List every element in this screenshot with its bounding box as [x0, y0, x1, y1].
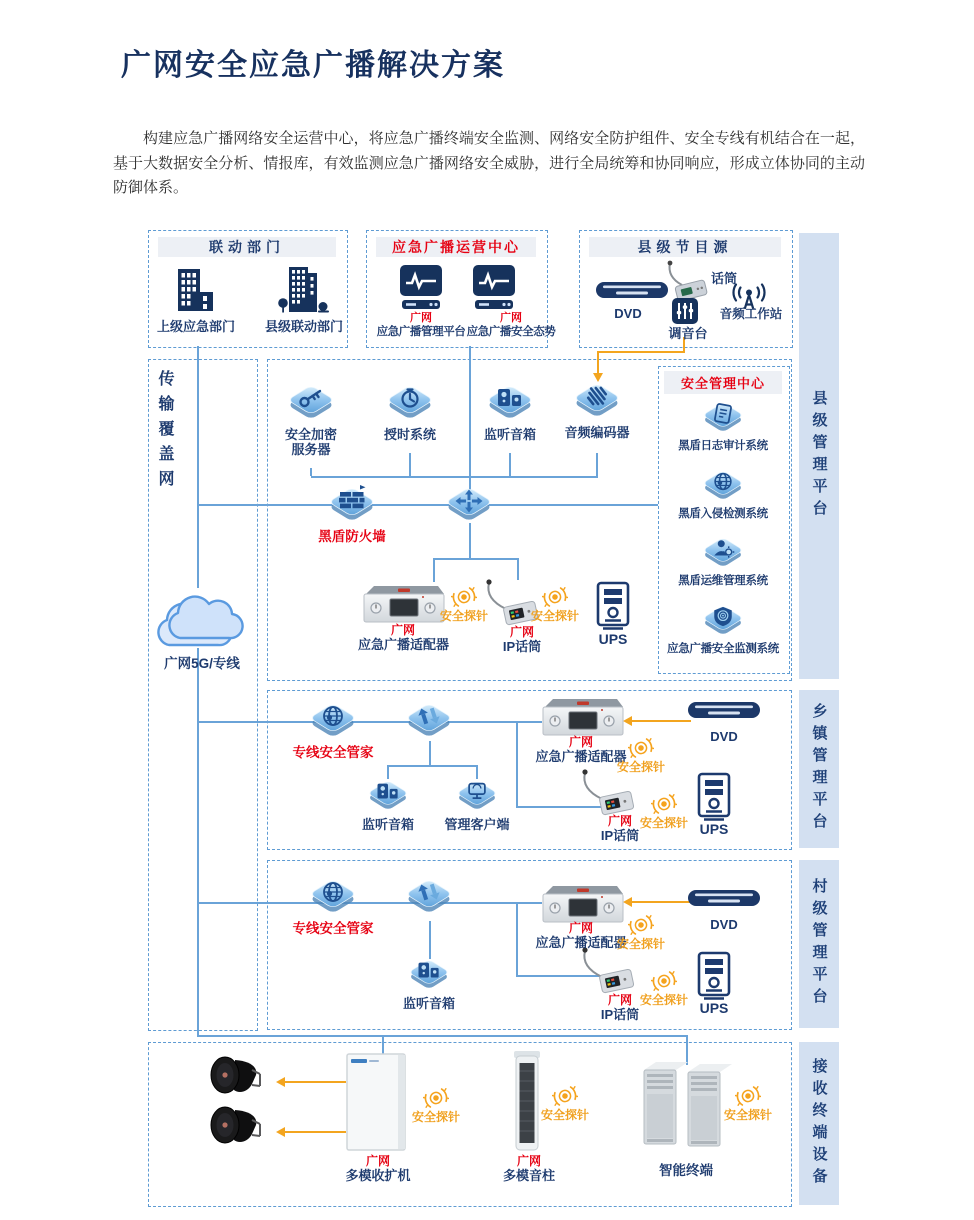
sidebar-county-platform: [799, 233, 839, 679]
connector-line: [387, 765, 478, 767]
linkage-item-label: 县级联动部门: [264, 319, 343, 334]
sidebar-village-label: 村级管理平台: [810, 878, 828, 1010]
probe-icon: [423, 1085, 449, 1111]
security-probe: 安全探针: [408, 1085, 464, 1124]
source-box-title: 县级节目源: [589, 237, 781, 257]
ops-person-icon: [695, 531, 751, 573]
monitor-icon: [470, 263, 518, 311]
node-intrusion-detect: 黑盾入侵检测系统: [659, 464, 787, 522]
globe-icon: [301, 696, 365, 744]
dvd-icon: [688, 699, 760, 723]
log-icon: [695, 396, 751, 438]
security-probe: 安全探针: [436, 584, 492, 623]
connector-line: [596, 453, 598, 476]
node-encrypt-server: 安全加密 服务器: [261, 378, 361, 457]
sidebar-township-platform: [799, 690, 839, 848]
encoder-icon: [565, 376, 629, 424]
node-monitor-speaker: 监听音箱: [385, 953, 473, 1011]
dvd-label: DVD: [614, 306, 642, 321]
connector-line: [310, 468, 312, 476]
switch-arrows-icon: [397, 872, 461, 920]
cloud-icon: [152, 586, 246, 650]
connector-line: [409, 453, 411, 476]
connector-line: [516, 902, 518, 977]
node-monitor-speaker: 监听音箱: [460, 378, 560, 442]
page: 广网安全应急广播解决方案 构建应急广播网络安全运营中心，将应急广播终端安全监测、网络安全防护组件、安全专线有机结合在一起，基于大数据安全分析、情报库，有效监测应急广播网络安全威胁，进行全局统筹和协同响应，形成立体协同的主动防御体系。 县级管理平台 乡镇管理平台 村级管理平台 接收终端设备 联动部门 上级应急部门 县级联动部门 应急广播运营中心 广网 应急广播管理平台 广网 应急广播安全态势 县级节目源 DVD 话筒 调音台 音频工作站 传输覆盖网 广网5G/专线 安全加密 服务器 授时系统 监听音箱 音频编码器 黑盾防火墙 安全管理中心 黑盾日志审计系统 黑盾入侵检测系统 黑盾运维管理系统 应急广播安全监测系统 广网 应急广播适配器 安全探针 广网 IP话筒 安全探针 UPS 专线安全管家 监听音箱 管理客户端 广网 应急广播适配器 安全探针 DVD 广网 IP话筒 安全探针 UPS 专线安全管家 监听音箱 广网 应急广播适配器 安全探针 DVD 广网 IP话筒 安全探针 UPS 广网 多模收扩机 安全探针 广网 多模音柱 安全探针 智能终端 安全探针: [0, 0, 974, 1220]
connector-line: [429, 741, 431, 767]
connector-line: [197, 504, 658, 506]
ups-icon: [593, 581, 633, 631]
monitor-icon: [397, 263, 445, 311]
dvd-feed-line: [631, 901, 691, 903]
security-center-title: 安全管理中心: [664, 371, 782, 394]
switch-cross-icon: [437, 480, 501, 528]
security-probe: 安全探针: [613, 735, 669, 774]
security-probe: 安全探针: [636, 791, 692, 830]
connector-line: [433, 558, 435, 582]
security-probe: 安全探针: [537, 1083, 593, 1122]
ops-platform-label: 应急广播安全态势: [466, 326, 556, 338]
linkage-box-title: 联动部门: [158, 237, 336, 257]
node-firewall: 黑盾防火墙: [302, 480, 402, 544]
probe-icon: [451, 584, 477, 610]
workstation-label: 音频工作站: [719, 307, 783, 321]
flow-arrow-left: [276, 1077, 285, 1087]
probe-icon: [628, 735, 654, 761]
connector-line: [469, 523, 471, 560]
security-probe: 安全探针: [527, 584, 583, 623]
node-security-monitor: 应急广播安全监测系统: [659, 599, 787, 657]
connector-line: [197, 346, 199, 588]
connector-line: [197, 648, 199, 1036]
mixer-label: 调音台: [668, 326, 708, 341]
ops-platform-label: 应急广播管理平台: [376, 326, 466, 338]
clock-icon: [378, 378, 442, 426]
dvd-feed-line: [631, 720, 691, 722]
brand-label: 广网: [410, 312, 432, 324]
ip-mic-icon: [577, 945, 639, 995]
page-title: 广网安全应急广播解决方案: [121, 49, 505, 82]
node-timing-system: 授时系统: [360, 378, 460, 442]
mic-label: 话筒: [710, 271, 737, 286]
rack-adapter-icon: [360, 584, 446, 626]
speaker-icon: [401, 953, 457, 995]
security-probe: 安全探针: [613, 912, 669, 951]
speaker-feed-line: [284, 1081, 346, 1083]
node-line-guard: 专线安全管家: [278, 696, 388, 760]
node-audio-encoder: 音频编码器: [547, 376, 647, 440]
node-switch: [397, 696, 461, 744]
node-monitor-speaker: 监听音箱: [344, 774, 432, 832]
node-core-switch: [437, 480, 501, 528]
intro-paragraph: 构建应急广播网络安全运营中心，将应急广播终端安全监测、网络安全防护组件、安全专线有机结合在一起，基于大数据安全分析、情报库，有效监测应急广播网络安全威胁，进行全局统筹和协同响应，形成立体协同的主动防御体系。: [113, 130, 865, 196]
ups-icon: [694, 951, 734, 1001]
audio-feed-line: [597, 351, 685, 353]
connector-line: [433, 558, 519, 560]
amp-cabinet-icon: [345, 1051, 409, 1153]
probe-icon: [542, 584, 568, 610]
horn-speaker-icon: [208, 1054, 264, 1100]
key-icon: [279, 378, 343, 426]
security-probe: 安全探针: [720, 1083, 776, 1122]
brand-label: 广网: [500, 312, 522, 324]
flow-arrow-left: [276, 1127, 285, 1137]
sidebar-village-platform: [799, 860, 839, 1028]
connector-line: [197, 1035, 688, 1037]
audio-feed-line: [597, 351, 599, 373]
sidebar-township-label: 乡镇管理平台: [810, 703, 828, 835]
rack-adapter-icon: [539, 697, 625, 739]
client-icon: [449, 774, 505, 816]
sidebar-terminal-label: 接收终端设备: [810, 1057, 828, 1190]
transmission-label: 传输覆盖网: [156, 370, 173, 495]
shield-radar-icon: [695, 599, 751, 641]
probe-icon: [651, 968, 677, 994]
horn-speaker-icon: [208, 1104, 264, 1150]
firewall-icon: [320, 480, 384, 528]
linkage-item-label: 上级应急部门: [156, 319, 235, 334]
ups-icon: [694, 772, 734, 822]
sidebar-county-label: 县级管理平台: [810, 390, 828, 522]
speaker-icon: [360, 774, 416, 816]
node-log-audit: 黑盾日志审计系统: [659, 396, 787, 454]
node-switch: [397, 872, 461, 920]
probe-icon: [628, 912, 654, 938]
globe-icon: [695, 464, 751, 506]
node-line-guard: 专线安全管家: [278, 872, 388, 936]
globe-icon: [301, 872, 365, 920]
sidebar-terminal-devices: [799, 1042, 839, 1205]
connector-line: [311, 476, 598, 478]
probe-icon: [651, 791, 677, 817]
buildings-icon: [276, 264, 332, 316]
dvd-icon: [596, 279, 668, 303]
building-icon: [170, 266, 220, 316]
probe-icon: [735, 1083, 761, 1109]
ops-box-title: 应急广播运营中心: [376, 237, 536, 257]
switch-arrows-icon: [397, 696, 461, 744]
connector-line: [509, 453, 511, 476]
mixer-icon: [671, 297, 699, 325]
speaker-icon: [478, 378, 542, 426]
security-probe: 安全探针: [636, 968, 692, 1007]
cloud-label: 广网5G/专线: [164, 656, 240, 671]
probe-icon: [552, 1083, 578, 1109]
node-ops-maintain: 黑盾运维管理系统: [659, 531, 787, 589]
speaker-feed-line: [284, 1131, 346, 1133]
dvd-icon: [688, 887, 760, 911]
ip-mic-icon: [577, 767, 639, 817]
node-mgmt-client: 管理客户端: [433, 774, 521, 832]
